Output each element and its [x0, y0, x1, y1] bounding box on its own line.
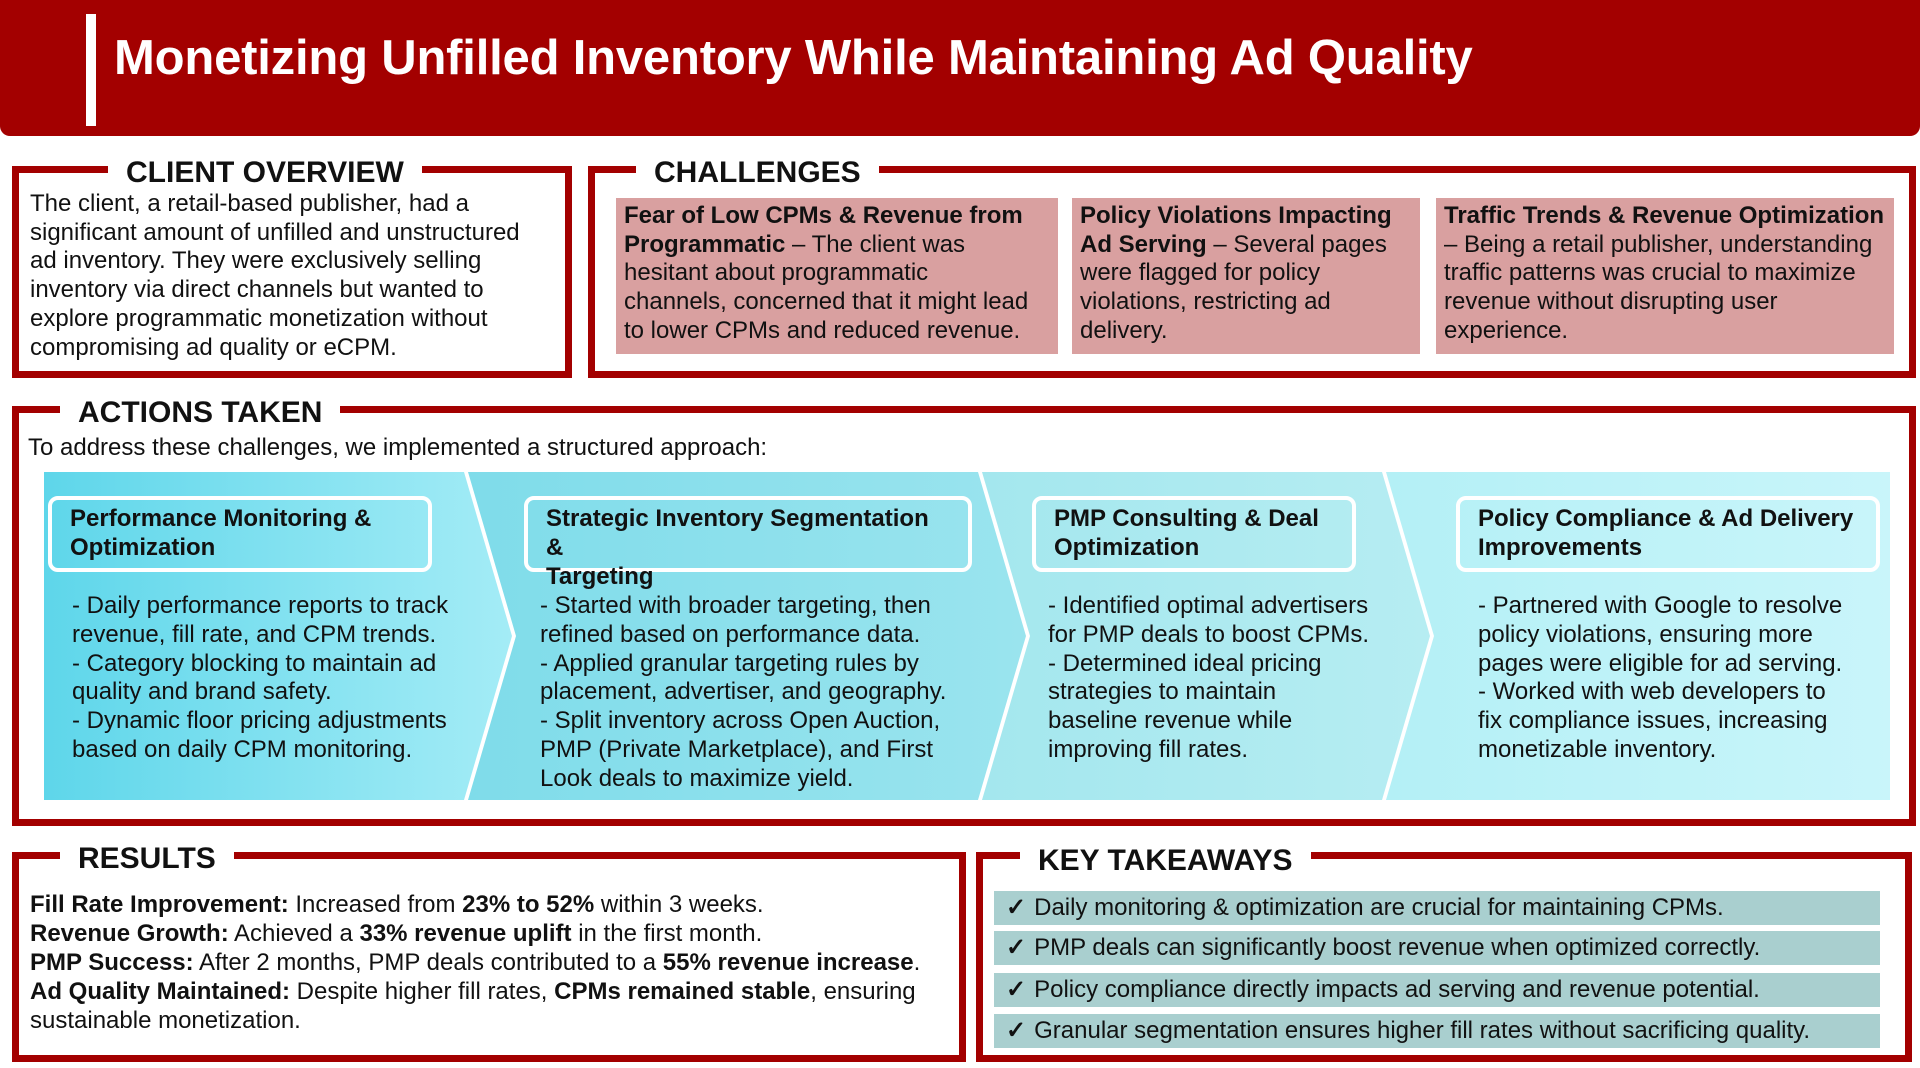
checkmark-icon: ✓ [1006, 934, 1027, 961]
takeaway-item: ✓ Daily monitoring & optimization are crucial for maintaining CPMs. [994, 891, 1880, 925]
challenges-title: CHALLENGES [636, 156, 879, 190]
challenge-card-low-cpm: Fear of Low CPMs & Revenue from Programmatic – The client was hesitant about programmatic channels, concerned that it might lead to lower CPMs and reduced revenue. [616, 198, 1058, 354]
action-title-inventory-segmentation: Strategic Inventory Segmentation & Targeting [524, 496, 972, 572]
result-line: sustainable monetization. [30, 1007, 301, 1034]
client-overview-title: CLIENT OVERVIEW [108, 156, 422, 190]
result-line: PMP Success: After 2 months, PMP deals contributed to a 55% revenue increase. [30, 949, 921, 976]
takeaway-item: ✓ Policy compliance directly impacts ad serving and revenue potential. [994, 973, 1880, 1007]
action-title-policy-compliance: Policy Compliance & Ad Delivery Improvements [1456, 496, 1880, 572]
challenge-card-policy-violations: Policy Violations Impacting Ad Serving – Several pages were flagged for policy violations, restricting ad delivery. [1072, 198, 1420, 354]
action-details-inventory-segmentation: - Started with broader targeting, then refined based on performance data. - Applied granular targeting rules by placement, advertiser, and geography. - Split inventory across Open Auction, PMP (Private Marketplace), and First Look deals to maximize yield. [540, 592, 947, 792]
checkmark-icon: ✓ [1006, 894, 1027, 921]
page-title: Monetizing Unfilled Inventory While Maintaining Ad Quality [114, 31, 1473, 85]
result-line: Ad Quality Maintained: Despite higher fill rates, CPMs remained stable, ensuring [30, 978, 916, 1005]
action-details-performance-monitoring: - Daily performance reports to track revenue, fill rate, and CPM trends. - Category blocking to maintain ad quality and brand safety. - Dynamic floor pricing adjustments based on daily CPM monitoring. [72, 592, 449, 763]
results-title: RESULTS [60, 842, 234, 876]
key-takeaways-title: KEY TAKEAWAYS [1020, 844, 1311, 878]
actions-intro: To address these challenges, we implemented a structured approach: [28, 434, 768, 461]
action-title-performance-monitoring: Performance Monitoring & Optimization [48, 496, 432, 572]
result-line: Fill Rate Improvement: Increased from 23% to 52% within 3 weeks. [30, 891, 764, 918]
client-overview-text: The client, a retail-based publisher, had a significant amount of unfilled and unstructured ad inventory. They were exclusively selling inventory via direct channels but wanted to explore programmatic monetization without compromising ad quality or eCPM. [30, 190, 520, 361]
action-title-pmp-consulting: PMP Consulting & Deal Optimization [1032, 496, 1356, 572]
checkmark-icon: ✓ [1006, 976, 1027, 1003]
challenge-card-traffic-trends: Traffic Trends & Revenue Optimization – Being a retail publisher, understanding traffic patterns was crucial to maximize revenue without disrupting user experience. [1436, 198, 1894, 354]
action-details-pmp-consulting: - Identified optimal advertisers for PMP deals to boost CPMs. - Determined ideal pricing strategies to maintain baseline revenue while improving fill rates. [1048, 592, 1370, 763]
actions-title: ACTIONS TAKEN [60, 396, 340, 430]
takeaway-item: ✓ Granular segmentation ensures higher fill rates without sacrificing quality. [994, 1014, 1880, 1048]
result-line: Revenue Growth: Achieved a 33% revenue uplift in the first month. [30, 920, 763, 947]
checkmark-icon: ✓ [1006, 1017, 1027, 1044]
action-details-policy-compliance: - Partnered with Google to resolve policy violations, ensuring more pages were eligible for ad serving. - Worked with web developers to fix compliance issues, increasing monetizable inventory. [1478, 592, 1843, 763]
takeaway-item: ✓ PMP deals can significantly boost revenue when optimized correctly. [994, 931, 1880, 965]
